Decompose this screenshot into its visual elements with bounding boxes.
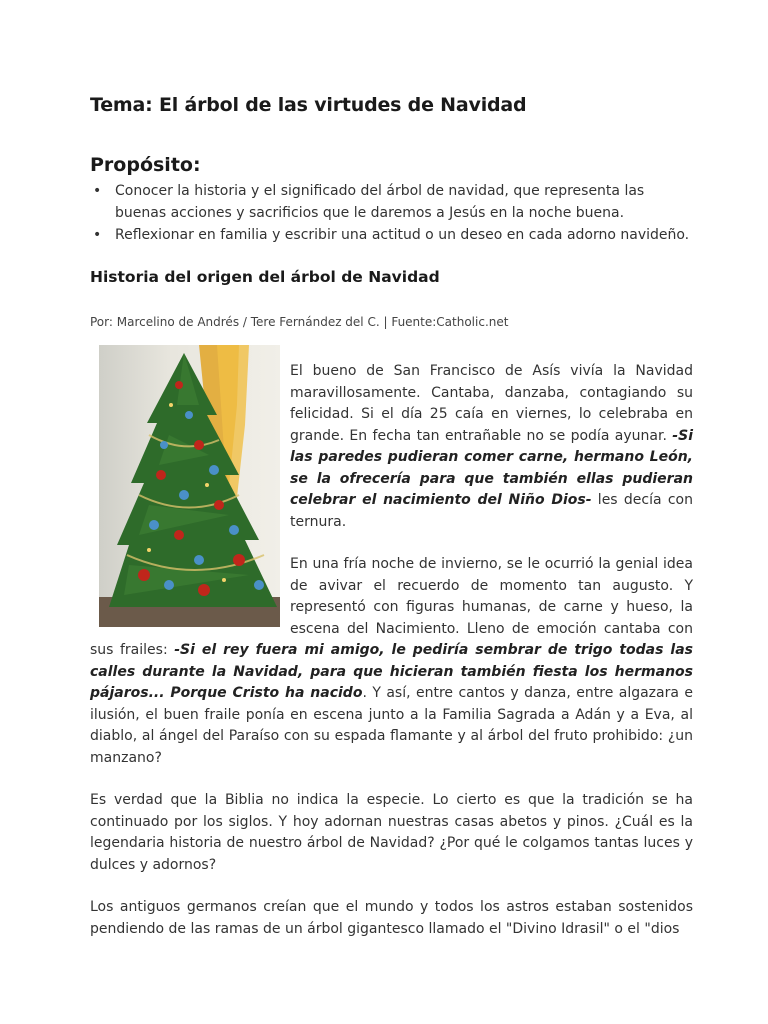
purpose-heading: Propósito: bbox=[90, 154, 201, 176]
paragraph-text: El bueno de San Francisco de Asís vivía la Navidad maravillosamente. Cantaba, danzaba, contagiando su felicidad. Si el día 25 caía en viernes, lo celebraba en grande. En fecha tan entrañable no se podía ayunar. bbox=[290, 363, 693, 444]
paragraph-text: . Y así, entre cantos y danza, entre algazara e ilusión, el buen fraile ponía en escena junto a la Familia Sagrada a Adán y a Eva, al diablo, al ángel del Paraíso con su espada flamante y al árbol del fruto prohibido: ¿un manzano? bbox=[90, 685, 693, 766]
paragraph: Los antiguos germanos creían que el mundo y todos los astros estaban sostenidos pendiendo de las ramas de un árbol gigantesco llamado el "Divino Idrasil" o el "dios bbox=[90, 899, 693, 937]
quote-text: -Si las paredes pudieran comer carne, hermano León, se la ofrecería para que también ellas pudieran celebrar el nacimiento del Niño Dios- bbox=[290, 427, 693, 508]
paragraph-text: les decía con ternura. bbox=[290, 492, 693, 530]
document-title: Tema: El árbol de las virtudes de Navidad bbox=[90, 94, 527, 116]
purpose-list bbox=[90, 180, 693, 246]
paragraph-text: En una fría noche de invierno, se le ocurrió la genial idea de avivar el recuerdo de momento tan augusto. Y representó con figuras humanas, de carne y hueso, la escena del Nacimiento. Lleno de emoción cantaba con sus frailes: bbox=[90, 556, 693, 658]
document-body bbox=[90, 94, 693, 940]
purpose-item: • Reflexionar en familia y escribir una actitud o un deseo en cada adorno navideño. bbox=[115, 224, 693, 246]
history-heading: Historia del origen del árbol de Navidad bbox=[90, 268, 440, 286]
christmas-tree-image bbox=[99, 345, 280, 627]
article-section bbox=[90, 345, 693, 940]
christmas-tree-photo bbox=[99, 345, 280, 627]
paragraph: Es verdad que la Biblia no indica la especie. Lo cierto es que la tradición se ha continuado por los siglos. Y hoy adornan nuestras casas abetos y pinos. ¿Cuál es la legendaria historia de nuestro árbol de Navidad? ¿Por qué le colgamos tantas luces y dulces y adornos? bbox=[90, 792, 693, 873]
quote-text: -Si el rey fuera mi amigo, le pediría sembrar de trigo todas las calles durante la Navidad, para que hicieran también fiesta los hermanos pájaros... Porque Cristo ha nacido bbox=[90, 642, 693, 701]
byline: Por: Marcelino de Andrés / Tere Fernández del C. | Fuente:Catholic.net bbox=[90, 315, 509, 329]
purpose-item: • Conocer la historia y el significado del árbol de navidad, que representa las buenas acciones y sacrificios que le daremos a Jesús en la noche buena. bbox=[115, 180, 693, 224]
